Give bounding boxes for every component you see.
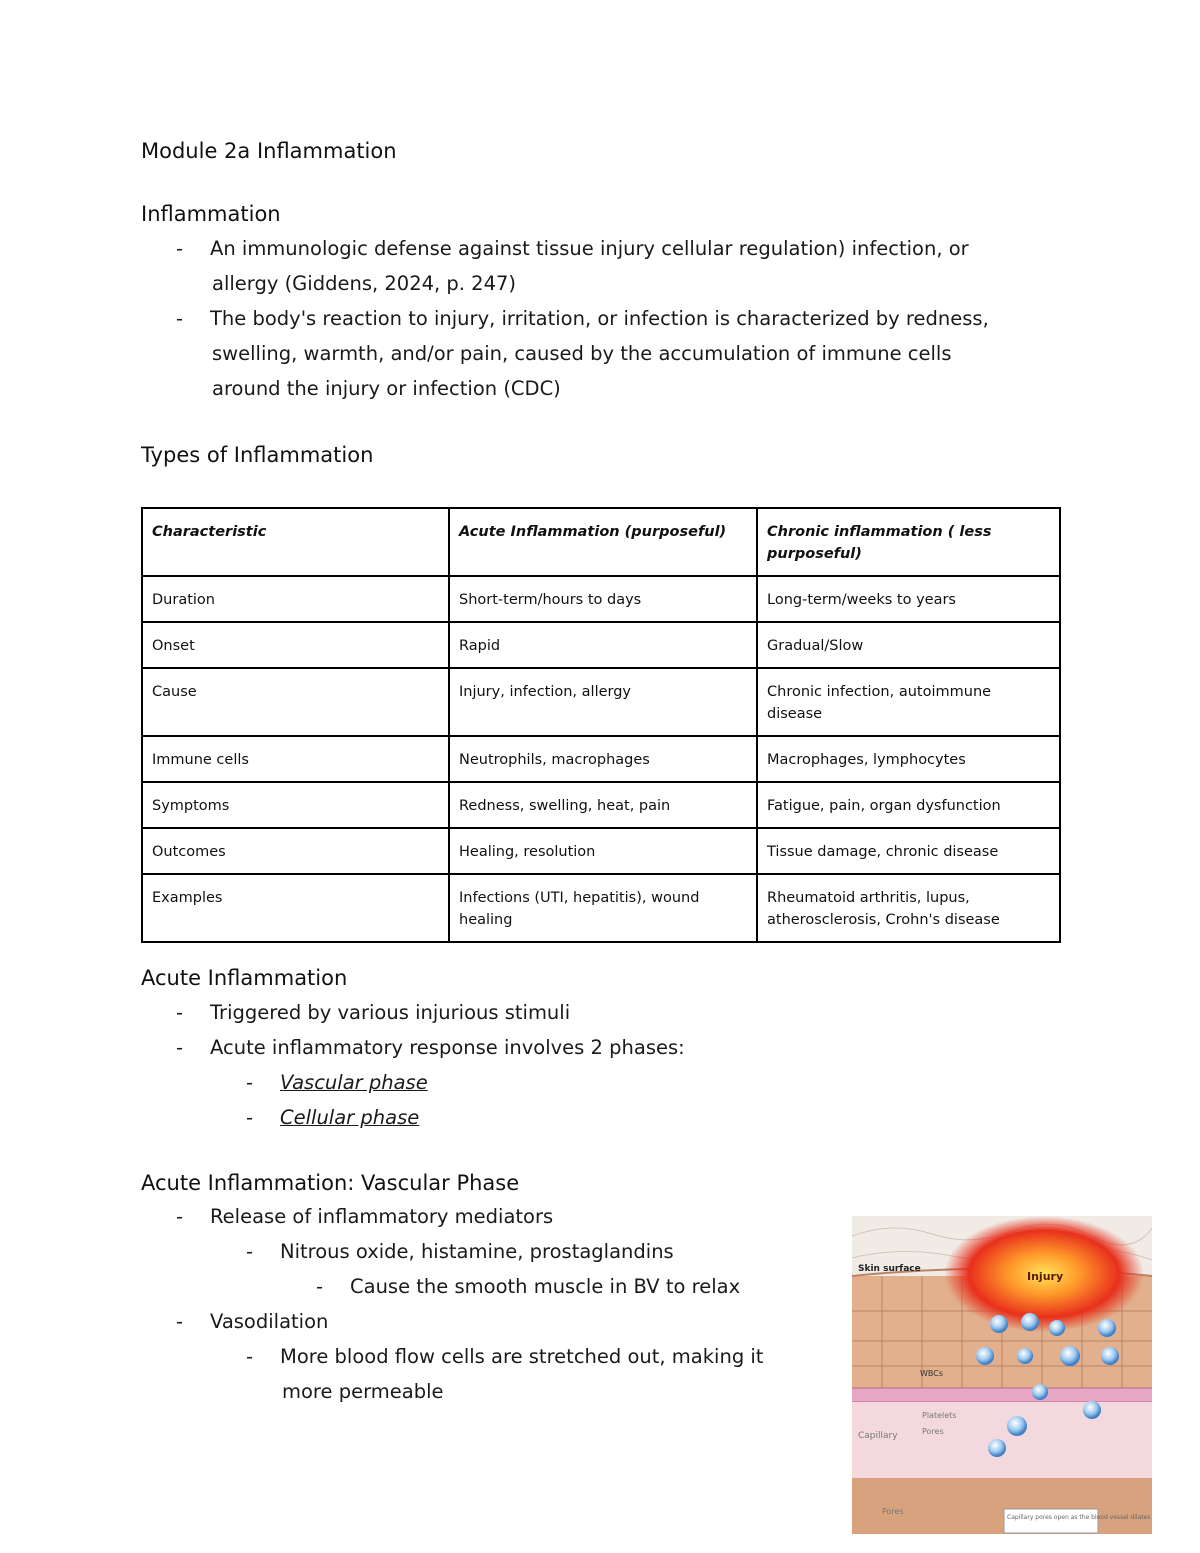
acute-heading: Acute Inflammation: [141, 966, 348, 990]
list-item: - The body's reaction to injury, irritation, or infection is characterized by redness,: [176, 307, 989, 330]
table-cell: Macrophages, lymphocytes: [757, 736, 1060, 782]
table-cell: Healing, resolution: [449, 828, 757, 874]
table-cell: Duration: [142, 576, 449, 622]
table-cell: Gradual/Slow: [757, 622, 1060, 668]
list-item-sub: - More blood flow cells are stretched out, making it: [246, 1345, 764, 1368]
table-cell: Examples: [142, 874, 449, 942]
table-cell: Onset: [142, 622, 449, 668]
header-cell: Acute Inflammation (purposeful): [449, 508, 757, 576]
wbcs-label: WBCs: [920, 1369, 944, 1378]
list-item-continuation: around the injury or infection (CDC): [212, 377, 561, 400]
table-header-row: [142, 508, 1060, 576]
table-cell: Redness, swelling, heat, pain: [449, 782, 757, 828]
types-heading: Types of Inflammation: [141, 443, 374, 467]
vascular-heading: Acute Inflammation: Vascular Phase: [141, 1171, 520, 1195]
list-item: - Release of inflammatory mediators: [176, 1205, 554, 1228]
table-cell: Injury, infection, allergy: [449, 668, 757, 736]
list-item-sub: - Nitrous oxide, histamine, prostaglandins: [246, 1240, 674, 1263]
list-item-continuation: more permeable: [282, 1380, 444, 1403]
table-cell: Immune cells: [142, 736, 449, 782]
inflammation-bullet-list: [176, 231, 989, 406]
list-item: - Acute inflammatory response involves 2 phases:: [176, 1036, 685, 1059]
list-item: - Triggered by various injurious stimuli: [176, 1001, 571, 1024]
cellular-phase-link[interactable]: Cellular phase: [280, 1106, 420, 1129]
table-cell: Outcomes: [142, 828, 449, 874]
table-row: [142, 874, 1060, 942]
page-title: Module 2a Inflammation: [141, 139, 397, 163]
capillary-label: Capillary: [858, 1431, 898, 1441]
table-cell: Rheumatoid arthritis, lupus, atherosclerosis, Crohn's disease: [757, 874, 1060, 942]
table-row: [142, 576, 1060, 622]
inflammation-diagram: [852, 1216, 1152, 1534]
table-cell: Cause: [142, 668, 449, 736]
table-cell: Symptoms: [142, 782, 449, 828]
header-cell: Chronic inflammation ( less purposeful): [757, 508, 1060, 576]
skin-surface-label: Skin surface: [858, 1264, 921, 1274]
table-cell: Short-term/hours to days: [449, 576, 757, 622]
inflammation-heading: Inflammation: [141, 202, 281, 226]
table-cell: Fatigue, pain, organ dysfunction: [757, 782, 1060, 828]
table-cell: Chronic infection, autoimmune disease: [757, 668, 1060, 736]
pores-label-lower: Pores: [882, 1507, 904, 1516]
caption-box: [1004, 1509, 1098, 1533]
table-row: [142, 622, 1060, 668]
table-cell: Neutrophils, macrophages: [449, 736, 757, 782]
list-item-sub: - Vascular phase: [246, 1071, 428, 1094]
table-cell: Tissue damage, chronic disease: [757, 828, 1060, 874]
figure-caption: Capillary pores open as the blood vessel dilates: [1007, 1514, 1151, 1521]
table-row: [142, 668, 1060, 736]
table-row: [142, 736, 1060, 782]
table-row: [142, 782, 1060, 828]
inflammation-illustration: [852, 1216, 1152, 1534]
pores-label: Pores: [922, 1427, 944, 1436]
header-cell: Characteristic: [142, 508, 449, 576]
list-item-sub: - Cellular phase: [246, 1106, 420, 1129]
inflammation-types-table: [141, 507, 1061, 943]
table-row: [142, 828, 1060, 874]
table-cell: Infections (UTI, hepatitis), wound healing: [449, 874, 757, 942]
table-cell: Rapid: [449, 622, 757, 668]
acute-bullet-list: [176, 995, 685, 1135]
injury-label: Injury: [1027, 1270, 1064, 1283]
list-item-continuation: allergy (Giddens, 2024, p. 247): [212, 272, 517, 295]
list-item-subsub: - Cause the smooth muscle in BV to relax: [316, 1275, 741, 1298]
table-cell: Long-term/weeks to years: [757, 576, 1060, 622]
vascular-phase-link[interactable]: Vascular phase: [280, 1071, 428, 1094]
vascular-bullet-list: [176, 1199, 763, 1409]
platelets-label: Platelets: [922, 1411, 957, 1420]
list-item: - Vasodilation: [176, 1310, 329, 1333]
list-item: - An immunologic defense against tissue injury cellular regulation) infection, or: [176, 237, 969, 260]
list-item-continuation: swelling, warmth, and/or pain, caused by the accumulation of immune cells: [212, 342, 952, 365]
